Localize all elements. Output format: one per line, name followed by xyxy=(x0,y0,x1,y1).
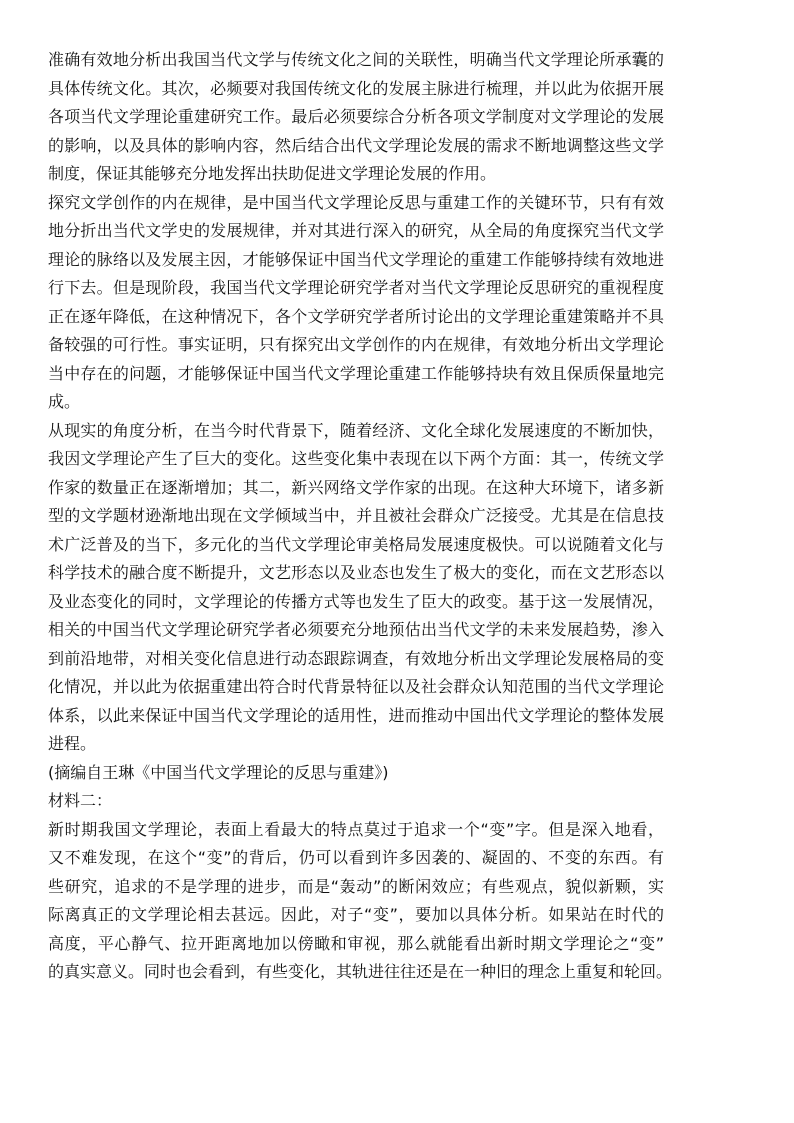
paragraph-3 xyxy=(48,417,664,759)
text-line: 化情况，并以此为依据重建出符合时代背景特征以及社会群众认知范围的当代文学理论 xyxy=(48,677,664,696)
text-line: 备较强的可行性。事实证明，只有探究出文学创作的内在规律，有效地分析出文学理论 xyxy=(48,335,664,354)
text-line: 的真实意义。同时也会看到，有些变化，其轨进往往还是在一种旧的理念上重复和轮回。 xyxy=(48,962,673,981)
text-line: 行下去。但是现阶段，我国当代文学理论研究学者对当代文学理论反思研究的重视程度 xyxy=(48,278,664,297)
document-page xyxy=(48,46,673,987)
text-line: 体系，以此来保证中国当代文学理论的适用性，进而推动中国出代文学理论的整体发展 xyxy=(48,705,664,725)
text-line: 高度，平心静气、拉开距离地加以傍瞰和审视，那么就能看出新时期文学理论之“变” xyxy=(48,933,664,953)
text-line: 到前沿地带，对相关变化信息进行动态跟踪调查，有效地分析出文学理论发展格局的变 xyxy=(48,648,664,668)
text-line: 的影响，以及具体的影响内容，然后结合出代文学理论发展的需求不断地调整这些文学 xyxy=(48,135,664,155)
text-line: 科学技术的融合度不断提升，文艺形态以及业态也发生了极大的变化，而在文艺形态以 xyxy=(48,563,664,582)
text-line: 成。 xyxy=(48,392,81,411)
text-line: 及业态变化的同时，文学理论的传播方式等也发生了臣大的政变。基于这一发展情况， xyxy=(48,591,664,611)
text-line: 探究文学创作的内在规律，是中国当代文学理论反思与重建工作的关键环节，只有有效 xyxy=(48,192,664,212)
text-line: 进程。 xyxy=(48,734,97,753)
text-line: 正在逐年降低，在这种情况下，各个文学研究学者所讨论出的文学理论重建策略并不具 xyxy=(48,306,664,326)
text-line: 制度，保证其能够充分地发挥出扶助促进文学理论发展的作用。 xyxy=(48,164,497,183)
text-line: 作家的数量正在逐渐增加；其二，新兴网络文学作家的出现。在这种大环境下，诸多新 xyxy=(48,477,664,497)
paragraph-2 xyxy=(48,189,664,417)
text-line: 准确有效地分析出我国当代文学与传统文化之间的关联性，明确当代文学理论所承囊的 xyxy=(48,50,664,69)
text-line: 型的文学题材逊渐地出现在文学倾域当中，并且被社会群众广泛接受。尤其是在信息技 xyxy=(48,506,664,525)
text-line: (摘编自王琳《中国当代文学理论的反思与重建》) xyxy=(48,762,389,782)
text-line: 我因文学理论产生了巨大的变化。这些变化集中表现在以下两个方面：其一，传统文学 xyxy=(48,449,664,468)
text-line: 际离真正的文学理论相去甚远。因此，对子“变”，要加以具体分析。如果站在时代的 xyxy=(48,905,664,924)
text-line: 新时期我国文学理论，表面上看最大的特点莫过于追求一个“变”字。但是深入地看， xyxy=(48,819,664,839)
material-heading xyxy=(48,787,664,816)
source-citation xyxy=(48,759,664,788)
text-line: 各项当代文学理论重建研究工作。最后必须要综合分析各项文学制度对文学理论的发展 xyxy=(48,107,664,126)
paragraph-6 xyxy=(48,816,673,987)
text-line: 材料二： xyxy=(48,791,113,810)
text-line: 具体传统文化。其次，必频要对我国传统文化的发展主脉进行梳理，并以此为依据开展 xyxy=(48,78,664,98)
text-line: 相关的中国当代文学理论研究学者必须要充分地预估出当代文学的未来发展趋势，渗入 xyxy=(48,620,664,639)
text-line: 些研究，追求的不是学理的进步，而是“轰动”的断闲效应；有些观点，貌似新颗，实 xyxy=(48,876,664,896)
text-line: 又不难发现，在这个“变”的背后，仍可以看到许多因袭的、凝固的、不变的东西。有 xyxy=(48,848,664,867)
text-line: 当中存在的问题，才能够保证中国当代文学理论重建工作能够持块有效且保质保量地完 xyxy=(48,363,664,383)
text-line: 地分折出当代文学史的发展规律，并对其进行深入的研究，从全局的角度探究当代文学 xyxy=(48,221,664,240)
paragraph-1 xyxy=(48,46,664,189)
text-line: 理论的脉络以及发展主因，才能够保证中国当代文学理论的重建工作能够持续有效地进 xyxy=(48,249,664,269)
text-line: 从现实的角度分析，在当今时代背景下，随着经济、文化全球化发展速度的不断加快， xyxy=(48,420,664,440)
text-line: 术广泛普及的当下，多元化的当代文学理论审美格局发展速度极快。可以说随着文化与 xyxy=(48,534,664,554)
